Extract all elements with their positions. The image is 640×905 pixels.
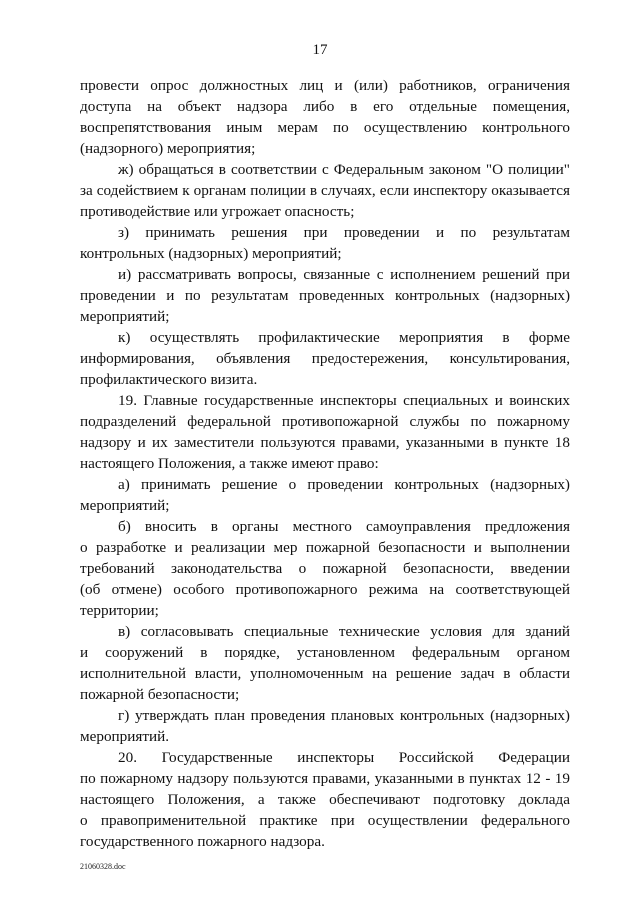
text-line: исполнительной власти, уполномоченным на решение задач в области xyxy=(80,665,570,682)
text-line: а) принимать решение о проведении контрольных (надзорных) xyxy=(118,476,570,493)
text-line: (надзорного) мероприятия; xyxy=(80,140,256,157)
text-line: и сооружений в порядке, установленном федеральным органом xyxy=(80,644,570,661)
text-line: к) осуществлять профилактические мероприятия в форме xyxy=(118,329,570,346)
paragraph xyxy=(80,159,570,222)
text-line: мероприятий; xyxy=(80,497,170,514)
text-line: требований законодательства о пожарной безопасности, введении xyxy=(80,560,570,577)
text-line: проведении и по результатам проведенных контрольных (надзорных) xyxy=(80,287,570,304)
text-line: о разработке и реализации мер пожарной безопасности и выполнении xyxy=(80,539,570,556)
text-line: мероприятий; xyxy=(80,308,170,325)
text-line: и) рассматривать вопросы, связанные с исполнением решений при xyxy=(118,266,570,283)
text-line: подразделений федеральной противопожарной службы по пожарному xyxy=(80,413,570,430)
paragraph xyxy=(80,621,570,705)
text-line: мероприятий. xyxy=(80,728,170,745)
text-line: з) принимать решения при проведении и по результатам xyxy=(118,224,570,241)
text-line: доступа на объект надзора либо в его отдельные помещения, xyxy=(80,98,570,115)
text-line: государственного пожарного надзора. xyxy=(80,833,325,850)
paragraph xyxy=(80,747,570,852)
text-line: пожарной безопасности; xyxy=(80,686,240,703)
text-line: (об отмене) особого противопожарного режима на соответствующей xyxy=(80,581,570,598)
text-line: воспрепятствования иным мерам по осуществлению контрольного xyxy=(80,119,570,136)
paragraph xyxy=(80,516,570,621)
paragraph xyxy=(80,75,570,159)
text-line: контрольных (надзорных) мероприятий; xyxy=(80,245,342,262)
text-line: 19. Главные государственные инспекторы специальных и воинских xyxy=(118,392,570,409)
text-line: настоящего Положения, а также обеспечивают подготовку доклада xyxy=(80,791,570,808)
text-line: о правоприменительной практике при осуществлении федерального xyxy=(80,812,570,829)
text-line: за содействием к органам полиции в случаях, если инспектору оказывается xyxy=(80,182,570,199)
text-line: противодействие или угрожает опасность; xyxy=(80,203,355,220)
text-line: провести опрос должностных лиц и (или) работников, ограничения xyxy=(80,77,570,94)
document-body xyxy=(80,75,570,852)
footer-file-name: 21060328.doc xyxy=(80,862,126,871)
text-line: б) вносить в органы местного самоуправления предложения xyxy=(118,518,570,535)
paragraph xyxy=(80,222,570,264)
paragraph xyxy=(80,390,570,474)
text-line: настоящего Положения, а также имеют право: xyxy=(80,455,379,472)
page-number: 17 xyxy=(312,42,328,58)
paragraph xyxy=(80,474,570,516)
text-line: ж) обращаться в соответствии с Федеральным законом "О полиции" xyxy=(118,161,570,178)
text-line: профилактического визита. xyxy=(80,371,258,388)
text-line: 20. Государственные инспекторы Российской Федерации xyxy=(118,749,570,766)
paragraph xyxy=(80,327,570,390)
text-line: информирования, объявления предостережения, консультирования, xyxy=(80,350,570,367)
text-line: территории; xyxy=(80,602,159,619)
text-line: в) согласовывать специальные технические условия для зданий xyxy=(118,623,570,640)
paragraph xyxy=(80,264,570,327)
text-line: надзору и их заместители пользуются правами, указанными в пункте 18 xyxy=(80,434,570,451)
paragraph xyxy=(80,705,570,747)
text-line: по пожарному надзору пользуются правами, указанными в пунктах 12 - 19 xyxy=(80,770,570,787)
text-line: г) утверждать план проведения плановых контрольных (надзорных) xyxy=(118,707,570,724)
